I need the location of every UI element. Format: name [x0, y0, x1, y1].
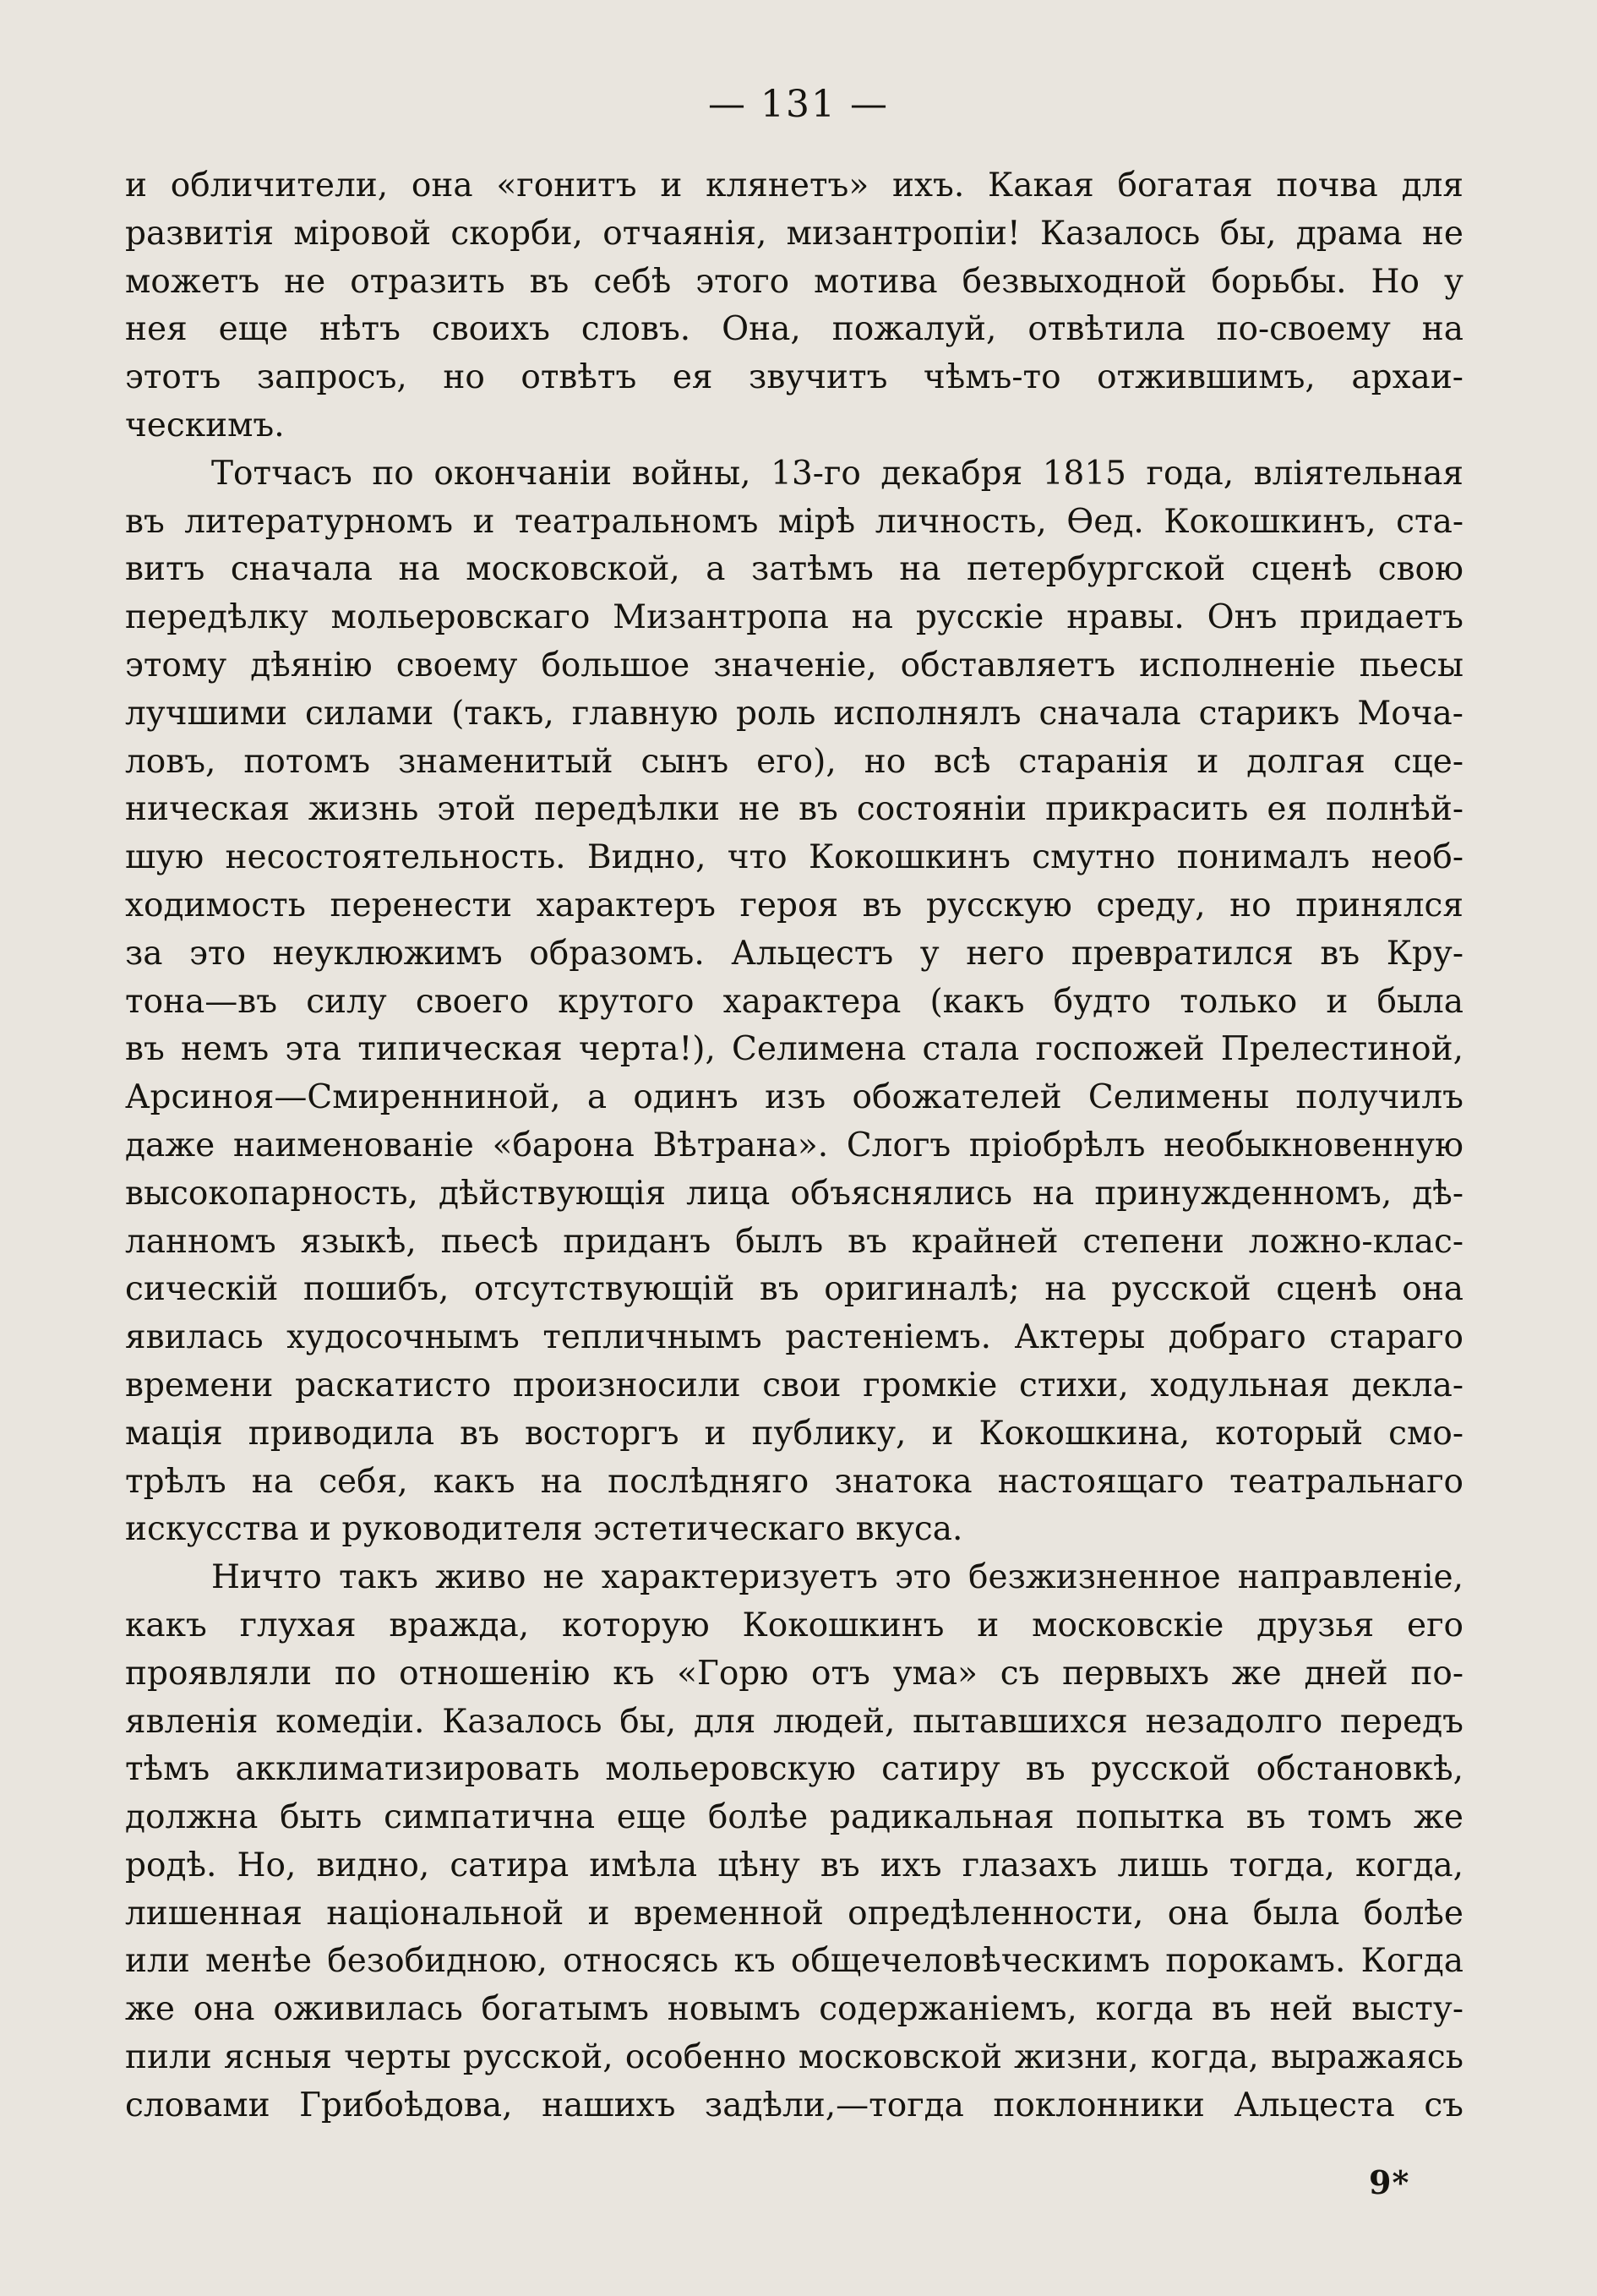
- text-line: явленія комедіи. Казалось бы, для людей, пытавшихся незадолго передъ: [125, 1702, 1463, 1741]
- text-line: нея еще нѣтъ своихъ словъ. Она, пожалуй, отвѣтила по-своему на: [125, 310, 1463, 349]
- text-line: ническая жизнь этой передѣлки не въ состояніи прикрасить ея полнѣй-: [125, 790, 1463, 829]
- text-line: даже наименованіе «барона Вѣтрана». Слогъ пріобрѣлъ необыкновенную: [125, 1126, 1463, 1164]
- text-line: искусства и руководителя эстетическаго вкуса.: [125, 1510, 963, 1549]
- text-line: этому дѣянію своему большое значеніе, обставляетъ исполненіе пьесы: [125, 646, 1463, 684]
- text-line: ловъ, потомъ знаменитый сынъ его), но всѣ старанія и долгая сце-: [125, 742, 1463, 781]
- text-line: высокопарность, дѣйствующія лица объяснялись на принужденномъ, дѣ-: [125, 1174, 1463, 1213]
- text-line: въ литературномъ и театральномъ мірѣ личность, Ѳед. Кокошкинъ, ста-: [125, 502, 1463, 541]
- text-line: и обличители, она «гонитъ и клянетъ» ихъ. Какая богатая почва для: [125, 166, 1463, 205]
- text-line: лучшими силами (такъ, главную роль исполнялъ сначала старикъ Мочa-: [125, 694, 1463, 733]
- text-line: развитія міровой скорби, отчаянія, мизантропіи! Казалось бы, драма не: [125, 214, 1463, 253]
- text-line: родѣ. Но, видно, сатира имѣла цѣну въ ихъ глазахъ лишь тогда, когда,: [125, 1846, 1463, 1884]
- page-number: — 131 —: [708, 83, 889, 126]
- text-line: пили ясныя черты русской, особенно московской жизни, когда, выражаясь: [125, 2038, 1463, 2077]
- text-line: Ничто такъ живо не характеризуетъ это безжизненное направленіе,: [211, 1558, 1463, 1597]
- text-line: витъ сначала на московской, а затѣмъ на петербургской сценѣ свою: [125, 550, 1463, 589]
- text-line: лишенная національной и временной опредѣленности, она была болѣе: [125, 1894, 1463, 1933]
- text-line: сическій пошибъ, отсутствующій въ оригиналѣ; на русской сценѣ она: [125, 1270, 1463, 1309]
- text-line: времени раскатисто произносили свои громкіе стихи, ходульная декла-: [125, 1366, 1463, 1404]
- text-line: проявляли по отношенію къ «Горю отъ ума» съ первыхъ же дней по-: [125, 1654, 1463, 1693]
- text-line: трѣлъ на себя, какъ на послѣдняго знатока настоящаго театральнаго: [125, 1462, 1463, 1501]
- text-line: за это неуклюжимъ образомъ. Альцестъ у него превратился въ Кру-: [125, 934, 1463, 973]
- text-line: тѣмъ акклиматизировать мольеровскую сатиру въ русской обстановкѣ,: [125, 1750, 1463, 1789]
- signature-mark: 9*: [1369, 2163, 1410, 2201]
- text-line: этотъ запросъ, но отвѣтъ ея звучитъ чѣмъ-то отжившимъ, архаи-: [125, 358, 1463, 397]
- text-line: въ немъ эта типическая черта!), Селимена стала госпожей Прелестиной,: [125, 1030, 1463, 1069]
- text-line: или менѣе безобидною, относясь къ общечеловѣческимъ порокамъ. Когда: [125, 1942, 1463, 1981]
- text-line: какъ глухая вражда, которую Кокошкинъ и московскіе друзья его: [125, 1606, 1463, 1644]
- text-line: словами Грибоѣдова, нашихъ задѣли,—тогда поклонники Альцеста съ: [125, 2086, 1463, 2124]
- text-line: тона—въ силу своего крутого характера (какъ будто только и была: [125, 982, 1463, 1021]
- text-line: мація приводила въ восторгъ и публику, и Кокошкина, который смо-: [125, 1414, 1463, 1453]
- paragraph-3: [125, 1554, 1463, 2130]
- text-line: можетъ не отразить въ себѣ этого мотива безвыходной борьбы. Но у: [125, 262, 1463, 301]
- text-line: должна быть симпатична еще болѣе радикальная попытка въ томъ же: [125, 1798, 1463, 1837]
- paragraph-2: [125, 450, 1463, 1554]
- text-line: ческимъ.: [125, 406, 285, 444]
- text-line: Тотчасъ по окончаніи войны, 13-го декабря 1815 года, вліятельная: [211, 454, 1463, 493]
- text-line: же она оживилась богатымъ новымъ содержаніемъ, когда въ ней высту-: [125, 1990, 1463, 2029]
- text-line: ланномъ языкѣ, пьесѣ приданъ былъ въ крайней степени ложно-клас-: [125, 1222, 1463, 1261]
- text-line: передѣлку мольеровскаго Мизантропа на русскіе нравы. Онъ придаетъ: [125, 598, 1463, 637]
- text-line: явилась худосочнымъ тепличнымъ растеніемъ. Актеры добраго стараго: [125, 1318, 1463, 1357]
- body-text: [125, 162, 1463, 2130]
- paragraph-1: [125, 162, 1463, 450]
- text-line: шую несостоятельность. Видно, что Кокошкинъ смутно понималъ необ-: [125, 838, 1463, 877]
- text-line: Арсиноя—Смиренниной, а одинъ изъ обожателей Селимены получилъ: [125, 1078, 1463, 1117]
- text-line: ходимость перенести характеръ героя въ русскую среду, но принялся: [125, 886, 1463, 924]
